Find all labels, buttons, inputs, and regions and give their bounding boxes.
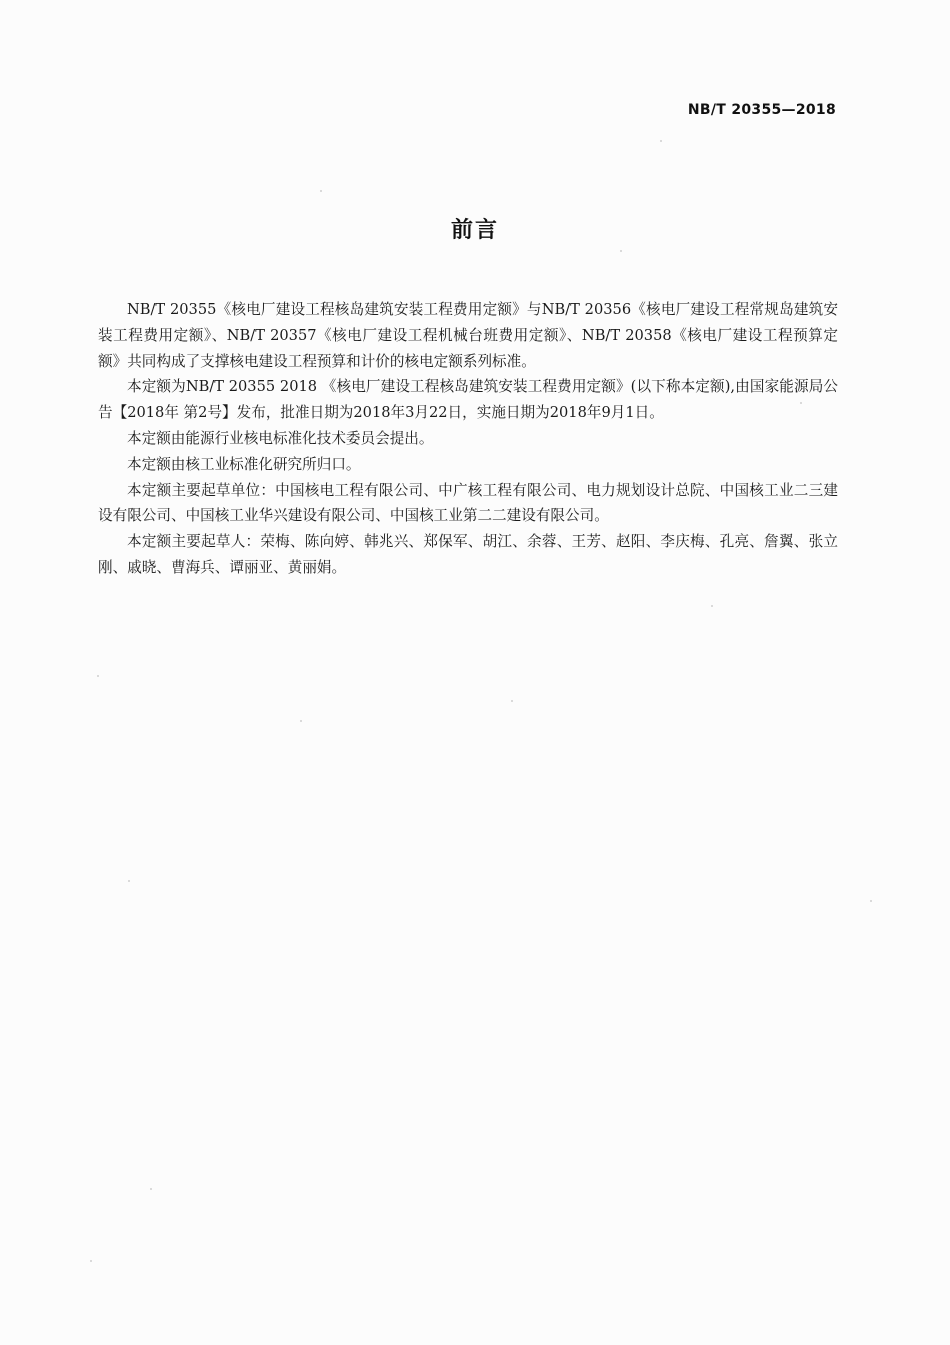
paragraph-drafters: 本定额主要起草人：荣梅、陈向婷、韩兆兴、郑保军、胡江、余蓉、王芳、赵阳、李庆梅、孔亮、詹翼、张立刚、戚晓、曹海兵、谭丽亚、黄丽娟。 (98, 533, 838, 576)
paragraph-proposer: 本定额由能源行业核电标准化技术委员会提出。 (127, 429, 434, 447)
scan-speck (711, 605, 713, 607)
paragraph-administrator: 本定额由核工业标准化研究所归口。 (127, 455, 361, 473)
scan-speck (128, 880, 130, 882)
scan-speck (660, 140, 662, 142)
preface-body (98, 297, 838, 581)
scan-speck (320, 190, 322, 192)
scan-speck (97, 675, 99, 677)
scan-speck (620, 250, 622, 252)
scan-speck (150, 1188, 152, 1190)
paragraph-series-standards: NB/T 20355《核电厂建设工程核岛建筑安装工程费用定额》与NB/T 20356《核电厂建设工程常规岛建筑安装工程费用定额》、NB/T 20357《核电厂建设工程机械台班费用定额》、NB/T 20358《核电厂建设工程预算定额》共同构成了支撑核电建设工程预算和计价的核电定额系列标准。 (98, 301, 838, 370)
document-code: NB/T 20355—2018 (687, 102, 836, 118)
paragraph-drafting-units: 本定额主要起草单位：中国核电工程有限公司、中广核工程有限公司、电力规划设计总院、中国核工业二三建设有限公司、中国核工业华兴建设有限公司、中国核工业第二二建设有限公司。 (98, 481, 838, 525)
scan-speck (300, 720, 302, 722)
scan-speck (90, 1260, 92, 1262)
paragraph-publication: 本定额为NB/T 20355 2018 《核电厂建设工程核岛建筑安装工程费用定额》(以下称本定额),由国家能源局公告【2018年 第2号】发布，批准日期为2018年3月22日，实施日期为2018年9月1日。 (98, 378, 838, 422)
scan-speck (870, 900, 872, 902)
scan-speck (511, 700, 513, 702)
page-title: 前言 (450, 218, 499, 243)
scan-speck (800, 402, 802, 404)
